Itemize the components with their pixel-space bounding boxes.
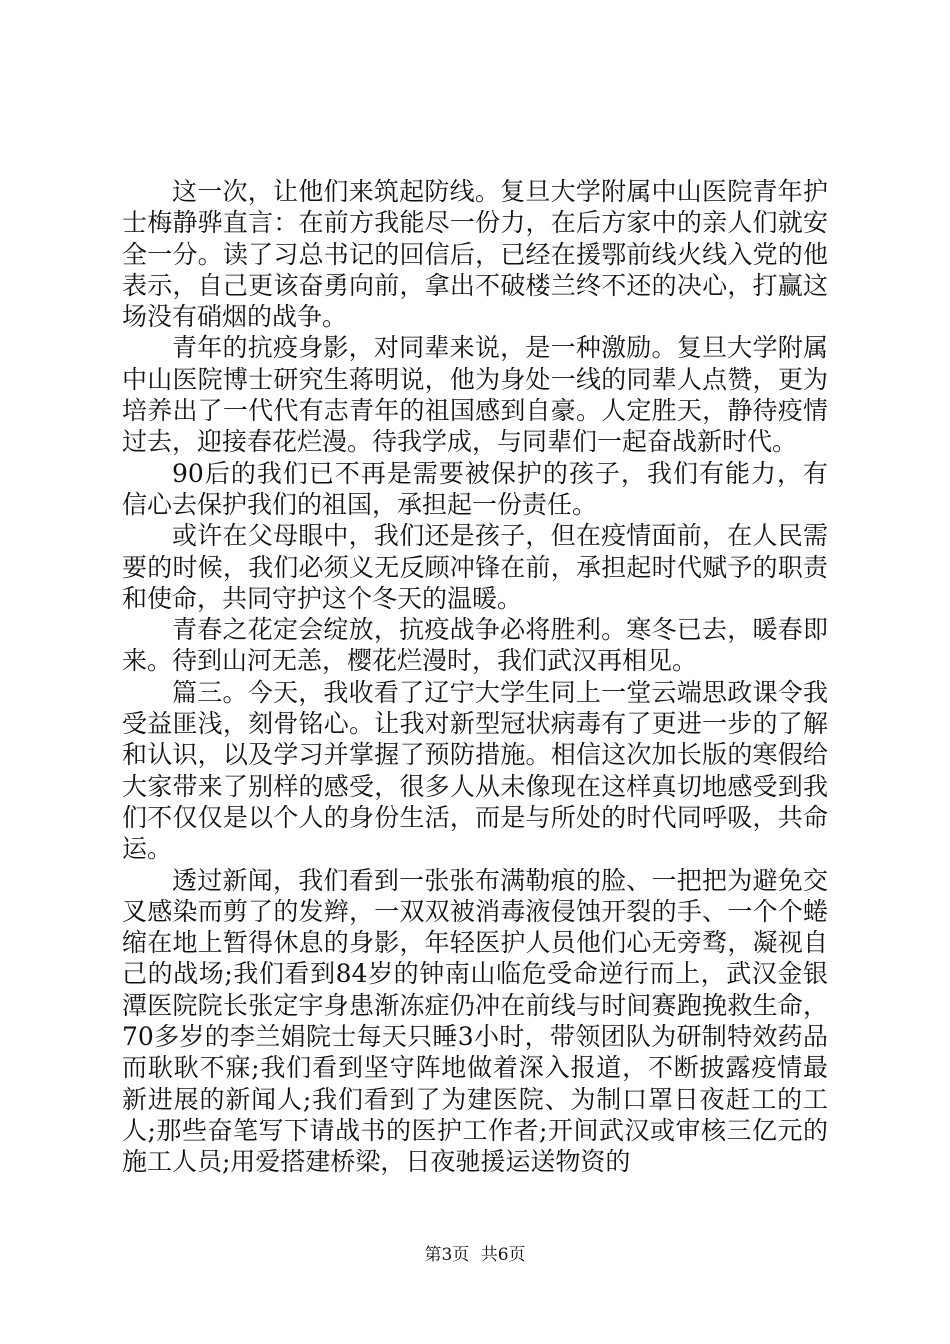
paragraph: 或许在父母眼中，我们还是孩子，但在疫情面前，在人民需要的时候，我们必须义无反顾冲锋在前，承担起时代赋予的职责和使命，共同守护这个冬天的温暖。 (122, 521, 828, 613)
page-number: 第3页 (424, 1245, 470, 1265)
paragraph: 这一次，让他们来筑起防线。复旦大学附属中山医院青年护士梅静骅直言：在前方我能尽一份力，在后方家中的亲人们就安全一分。读了习总书记的回信后，已经在援鄂前线火线入党的他表示，自己更该奋勇向前，拿出不破楼兰终不还的决心，打赢这场没有硝烟的战争。 (122, 177, 828, 332)
paragraph: 青年的抗疫身影，对同辈来说，是一种激励。复旦大学附属中山医院博士研究生蒋明说，他为身处一线的同辈人点赞，更为培养出了一代代有志青年的祖国感到自豪。人定胜天，静待疫情过去，迎接春花烂漫。待我学成，与同辈们一起奋战新时代。 (122, 333, 828, 457)
document-body (122, 176, 828, 1178)
page-footer (0, 1244, 950, 1266)
paragraph: 90后的我们已不再是需要被保护的孩子，我们有能力，有信心去保护我们的祖国，承担起一份责任。 (122, 458, 828, 519)
paragraph: 青春之花定会绽放，抗疫战争必将胜利。寒冬已去，暖春即来。待到山河无恙，樱花烂漫时，我们武汉再相见。 (122, 615, 828, 676)
paragraph: 透过新闻，我们看到一张张布满勒痕的脸、一把把为避免交叉感染而剪了的发辫，一双双被消毒液侵蚀开裂的手、一个个蜷缩在地上暂得休息的身影，年轻医护人员他们心无旁骛，凝视自己的战场;我们看到84岁的钟南山临危受命逆行而上，武汉金银潭医院院长张定宇身患渐冻症仍冲在前线与时间赛跑挽救生命，70多岁的李兰娟院士每天只睡3小时，带领团队为研制特效药品而耿耿不寐;我们看到坚守阵地做着深入报道，不断披露疫情最新进展的新闻人;我们看到了为建医院、为制口罩日夜赶工的工人;那些奋笔写下请战书的医护工作者;开间武汉或审核三亿元的施工人员;用爱搭建桥梁，日夜驰援运送物资的 (122, 865, 828, 1177)
paragraph: 篇三。今天，我收看了辽宁大学生同上一堂云端思政课令我受益匪浅，刻骨铭心。让我对新型冠状病毒有了更进一步的了解和认识，以及学习并掌握了预防措施。相信这次加长版的寒假给大家带来了别样的感受，很多人从未像现在这样真切地感受到我们不仅仅是以个人的身份生活，而是与所处的时代同呼吸，共命运。 (122, 677, 828, 864)
page-total: 共6页 (480, 1245, 526, 1265)
